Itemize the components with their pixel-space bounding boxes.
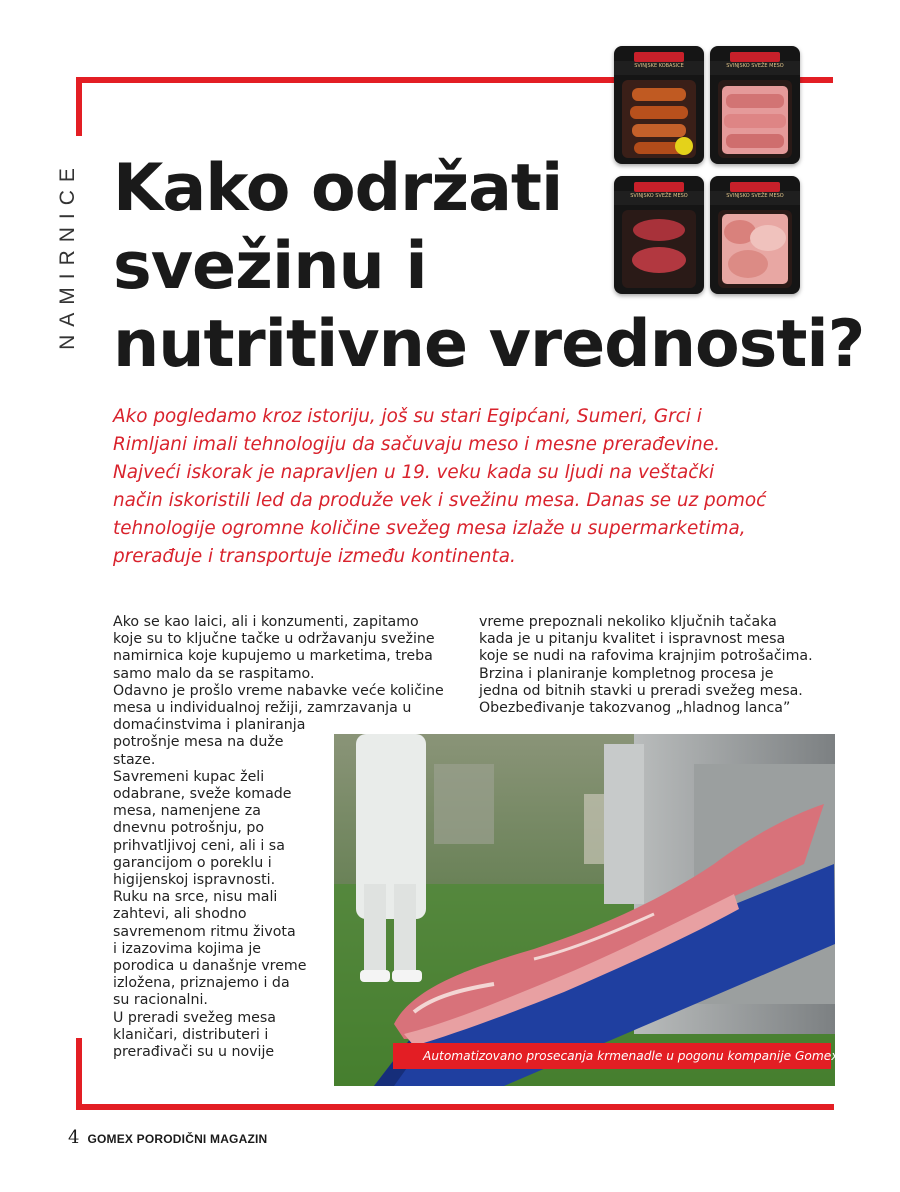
minced-meat-package bbox=[614, 176, 704, 294]
body-line: prerađivači su u novije bbox=[113, 1044, 275, 1061]
body-line: porodica u današnje vreme bbox=[113, 958, 307, 975]
sausage-package bbox=[614, 46, 704, 164]
lead-line: način iskoristili led da produže vek i svežinu mesa. Danas se uz pomoć bbox=[113, 490, 767, 511]
body-line: Ruku na srce, nisu mali bbox=[113, 889, 278, 906]
body-line: potrošnje mesa na duže bbox=[113, 734, 284, 751]
package-tray bbox=[718, 80, 792, 158]
frame-top-line-right bbox=[800, 77, 833, 83]
frame-bottom-line bbox=[76, 1104, 834, 1110]
body-line: mesa, namenjene za bbox=[113, 803, 261, 820]
brand-logo bbox=[730, 52, 780, 62]
body-line: koje su to ključne tačke u održavanju svežine bbox=[113, 631, 435, 648]
body-line: zahtevi, ali shodno bbox=[113, 906, 247, 923]
frame-left-top-line bbox=[76, 77, 82, 136]
pork-neck-package bbox=[710, 176, 800, 294]
package-label: SVINJSKO SVEŽE MESO bbox=[726, 63, 784, 69]
body-line: jedna od bitnih stavki u preradi svežeg mesa. bbox=[479, 682, 803, 699]
photo-caption: Automatizovano prosecanja krmenadle u pogonu kompanije Gomex bbox=[393, 1043, 831, 1069]
body-line: namirnica koje kupujemo u marketima, treba bbox=[113, 648, 433, 665]
body-line: Obezbeđivanje takozvanog „hladnog lanca” bbox=[479, 700, 791, 717]
package-label: SVINJSKO SVEŽE MESO bbox=[630, 193, 688, 199]
package-label: SVINJSKE KOBASICE bbox=[634, 63, 684, 69]
body-line: domaćinstvima i planiranja bbox=[113, 717, 306, 734]
sausages-illustration bbox=[622, 80, 696, 158]
body-line: mesa u individualnoj režiji, zamrzavanja u bbox=[113, 700, 412, 717]
lead-line: tehnologije ogromne količine svežeg mesa izlaže u supermarketima, bbox=[113, 518, 746, 539]
lead-line: Najveći iskorak je napravljen u 19. veku kada su ljudi na veštački bbox=[113, 462, 715, 483]
body-line: savremenom ritmu života bbox=[113, 923, 296, 940]
body-column-right bbox=[479, 614, 813, 717]
page-number: 4 bbox=[68, 1127, 80, 1148]
pork-neck-illustration bbox=[718, 210, 792, 288]
body-line: su racionalni. bbox=[113, 992, 208, 1009]
package-tray bbox=[718, 210, 792, 288]
magazine-name: GOMEX PORODIČNI MAGAZIN bbox=[87, 1132, 268, 1146]
body-line: dnevnu potrošnju, po bbox=[113, 820, 265, 837]
pork-slices-illustration bbox=[718, 80, 792, 158]
meat-processing-photo bbox=[334, 734, 835, 1086]
body-line: kada je u pitanju kvalitet i ispravnost mesa bbox=[479, 631, 786, 648]
body-line: vreme prepoznali nekoliko ključnih tačaka bbox=[479, 614, 777, 630]
section-label-text: NAMIRNICE bbox=[56, 160, 79, 350]
body-line: koje se nudi na rafovima krajnjim potrošačima. bbox=[479, 648, 813, 665]
body-line: Ako se kao laici, ali i konzumenti, zapitamo bbox=[113, 614, 419, 630]
section-label bbox=[48, 160, 88, 350]
frame-top-line bbox=[79, 77, 614, 83]
lead-line: Ako pogledamo kroz istoriju, još su stari Egipćani, Sumeri, Grci i bbox=[113, 406, 702, 427]
package-tray bbox=[622, 210, 696, 288]
conveyor-belt-illustration bbox=[334, 734, 835, 1086]
title-line: nutritivne vrednosti? bbox=[113, 307, 865, 382]
brand-logo bbox=[634, 52, 684, 62]
page-footer bbox=[68, 1127, 267, 1149]
package-label: SVINJSKO SVEŽE MESO bbox=[726, 193, 784, 199]
lead-line: prerađuje i transportuje između kontinenta. bbox=[113, 546, 516, 567]
body-line: U preradi svežeg mesa bbox=[113, 1009, 276, 1026]
title-line: Kako održati bbox=[113, 151, 563, 226]
product-photo-grid bbox=[612, 44, 800, 296]
title-line: svežinu i bbox=[113, 229, 427, 304]
pork-package bbox=[710, 46, 800, 164]
body-line: staze. bbox=[113, 751, 156, 768]
brand-logo bbox=[730, 182, 780, 192]
lead-line: Rimljani imali tehnologiju da sačuvaju meso i mesne prerađevine. bbox=[113, 434, 720, 455]
body-line: klaničari, distributeri i bbox=[113, 1026, 269, 1043]
body-line: prihvatljivoj ceni, ali i sa bbox=[113, 837, 285, 854]
lead-paragraph bbox=[113, 403, 843, 571]
body-line: Savremeni kupac želi bbox=[113, 768, 265, 785]
frame-left-bottom-line bbox=[76, 1038, 82, 1109]
body-line: i izazovima kojima je bbox=[113, 940, 261, 957]
body-line: odabrane, sveže komade bbox=[113, 786, 292, 803]
body-line: garancijom o poreklu i bbox=[113, 854, 272, 871]
brand-logo bbox=[634, 182, 684, 192]
body-line: higijenskoj ispravnosti. bbox=[113, 872, 276, 889]
package-tray bbox=[622, 80, 696, 158]
body-line: izložena, priznajemo i da bbox=[113, 975, 290, 992]
body-line: Odavno je prošlo vreme nabavke veće količine bbox=[113, 682, 444, 699]
body-line: samo malo da se raspitamo. bbox=[113, 665, 315, 682]
burger-patties-illustration bbox=[622, 210, 696, 288]
body-line: Brzina i planiranje kompletnog procesa je bbox=[479, 665, 774, 682]
